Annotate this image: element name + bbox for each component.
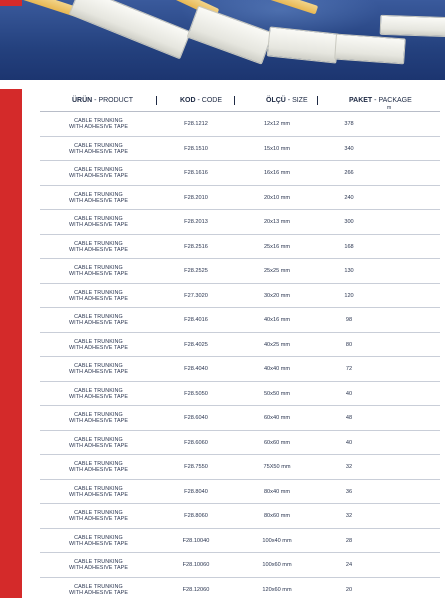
package-cell: 24 [345,562,353,568]
product-cell: CABLE TRUNKING WITH ADHESIVE TAPE [68,338,129,351]
code-cell: F28.4016 [184,317,208,323]
product-cell: CABLE TRUNKING WITH ADHESIVE TAPE [68,240,129,253]
package-cell: 32 [345,464,353,470]
code-cell: F28.10060 [182,562,210,568]
table-body [40,112,440,598]
table-row [40,137,440,162]
size-cell: 120x60 mm [262,586,292,593]
table-row [40,308,440,333]
code-cell: F28.2010 [184,194,208,201]
size-cell: 30x20 mm [263,292,291,299]
trunking-piece [267,26,340,63]
product-cell: CABLE TRUNKING WITH ADHESIVE TAPE [68,436,129,449]
code-cell: F27.3020 [184,292,208,299]
table-row [40,578,440,598]
code-cell: F28.10040 [182,537,210,544]
size-cell: 40x25 mm [263,341,291,348]
header-size: ÖLÇÜ - SIZE [266,97,308,104]
product-cell: CABLE TRUNKING WITH ADHESIVE TAPE [68,167,129,180]
package-cell: 130 [344,268,354,274]
code-cell: F28.1212 [184,121,208,127]
code-cell: F28.4025 [184,341,208,348]
package-cell: 240 [344,194,354,201]
product-cell: CABLE TRUNKING WITH ADHESIVE TAPE [68,559,129,572]
table-row [40,235,440,260]
size-cell: 80x60 mm [263,513,291,519]
table-row [40,455,440,480]
package-cell: 168 [344,243,354,250]
size-cell: 60x60 mm [263,439,291,446]
package-cell: 98 [345,317,353,323]
table-row [40,480,440,505]
package-unit: m [387,105,392,111]
package-cell: 120 [344,292,354,299]
product-cell: CABLE TRUNKING WITH ADHESIVE TAPE [68,216,129,229]
header-divider [156,96,157,105]
code-cell: F28.2516 [184,243,208,250]
table-row [40,529,440,554]
trunking-piece [380,15,445,37]
table-row [40,553,440,578]
product-cell: CABLE TRUNKING WITH ADHESIVE TAPE [68,118,129,131]
table-row [40,382,440,407]
header-divider [317,96,318,105]
package-cell: 340 [344,145,354,152]
size-cell: 100x40 mm [262,537,292,544]
product-cell: CABLE TRUNKING WITH ADHESIVE TAPE [68,142,129,155]
table-row [40,406,440,431]
table-row [40,284,440,309]
package-cell: 80 [345,341,353,348]
header-product: ÜRÜN - PRODUCT [72,97,134,104]
code-cell: F28.4040 [184,366,208,372]
package-cell: 266 [344,170,354,176]
code-cell: F28.6060 [184,439,208,446]
product-cell: CABLE TRUNKING WITH ADHESIVE TAPE [68,412,129,425]
product-cell: CABLE TRUNKING WITH ADHESIVE TAPE [68,485,129,498]
size-cell: 20x10 mm [263,194,291,201]
header-divider [234,96,235,105]
size-cell: 15x10 mm [263,145,291,152]
red-corner-accent [0,0,22,6]
red-accent-bar [0,89,22,598]
code-cell: F28.1510 [184,145,208,152]
size-cell: 100x60 mm [262,562,292,568]
product-cell: CABLE TRUNKING WITH ADHESIVE TAPE [68,265,129,278]
code-cell: F28.5050 [184,390,208,397]
size-cell: 40x40 mm [263,366,291,372]
package-cell: 378 [344,121,354,127]
table-row [40,161,440,186]
product-cell: CABLE TRUNKING WITH ADHESIVE TAPE [68,510,129,523]
product-cell: CABLE TRUNKING WITH ADHESIVE TAPE [68,583,129,596]
product-cell: CABLE TRUNKING WITH ADHESIVE TAPE [68,289,129,302]
size-cell: 12x12 mm [263,121,291,127]
code-cell: F28.12060 [182,586,210,593]
size-cell: 80x40 mm [263,488,291,495]
table-row [40,259,440,284]
header-package: PAKET - PACKAGE m [349,97,412,111]
table-header [40,92,440,112]
product-table [40,92,440,598]
package-cell: 32 [345,513,353,519]
table-row [40,333,440,358]
product-cell: CABLE TRUNKING WITH ADHESIVE TAPE [68,387,129,400]
package-cell: 28 [345,537,353,544]
size-cell: 40x16 mm [263,317,291,323]
table-row [40,186,440,211]
size-cell: 25x16 mm [263,243,291,250]
package-cell: 300 [344,219,354,225]
package-cell: 40 [345,390,353,397]
table-row [40,357,440,382]
code-cell: F28.8040 [184,488,208,495]
table-row [40,431,440,456]
product-photo-banner [0,0,445,80]
table-row [40,112,440,137]
product-cell: CABLE TRUNKING WITH ADHESIVE TAPE [68,363,129,376]
product-cell: CABLE TRUNKING WITH ADHESIVE TAPE [68,191,129,204]
header-code: KOD - CODE [180,97,223,104]
package-cell: 72 [345,366,353,372]
size-cell: 20x13 mm [263,219,291,225]
code-cell: F28.2013 [184,219,208,225]
size-cell: 50x50 mm [263,390,291,397]
table-row [40,504,440,529]
package-cell: 20 [345,586,353,593]
size-cell: 60x40 mm [263,415,291,421]
code-cell: F28.2525 [184,268,208,274]
size-cell: 75X50 mm [263,464,291,470]
trunking-piece [69,0,192,59]
code-cell: F28.8060 [184,513,208,519]
product-cell: CABLE TRUNKING WITH ADHESIVE TAPE [68,314,129,327]
trunking-piece [334,34,406,65]
package-cell: 36 [345,488,353,495]
size-cell: 16x16 mm [263,170,291,176]
size-cell: 25x25 mm [263,268,291,274]
package-cell: 40 [345,439,353,446]
code-cell: F28.1616 [184,170,208,176]
product-cell: CABLE TRUNKING WITH ADHESIVE TAPE [68,534,129,547]
table-row [40,210,440,235]
package-cell: 48 [345,415,353,421]
code-cell: F28.6040 [184,415,208,421]
product-cell: CABLE TRUNKING WITH ADHESIVE TAPE [68,461,129,474]
code-cell: F28.7550 [184,464,208,470]
